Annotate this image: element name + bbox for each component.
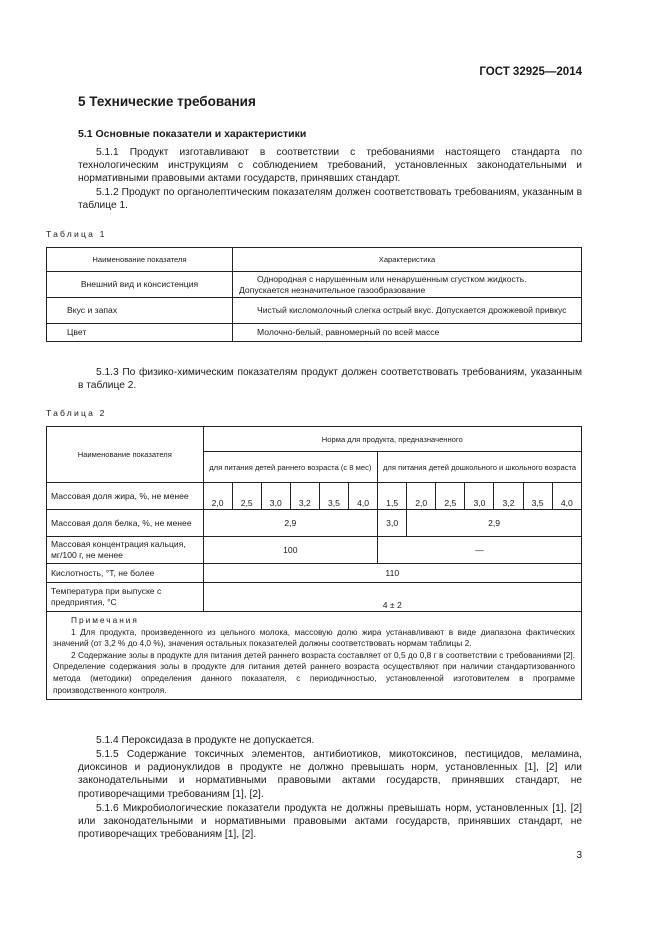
paragraph-5-1-6: 5.1.6 Микробиологические показатели продукта не должны превышать норм, установленных [1], [2] или законодательными и нормативными правовыми актами государств, принявших стандарт, не противоречащих требованиям [1], [2]. — [78, 803, 582, 841]
table-2 — [46, 426, 582, 700]
table-cell: Массовая доля белка, %, не менее — [47, 510, 204, 537]
section-title: 5 Технические требования — [78, 94, 256, 109]
table-header-cell: Наименование показателя — [47, 427, 204, 483]
table-cell: 3,5 — [523, 483, 552, 510]
table-cell: — — [378, 537, 582, 564]
subsection-title: 5.1 Основные показатели и характеристики — [78, 128, 307, 140]
table-cell: Внешний вид и консистенция — [47, 272, 233, 298]
document-standard-number: ГОСТ 32925—2014 — [479, 66, 582, 78]
table-row — [47, 583, 582, 612]
table-cell: 3,5 — [319, 483, 348, 510]
paragraph-5-1-4: 5.1.4 Пероксидаза в продукте не допускается. — [96, 735, 315, 746]
table-cell: 4,0 — [552, 483, 581, 510]
table-cell: 110 — [203, 564, 581, 583]
table-cell: 3,0 — [261, 483, 290, 510]
paragraph-5-1-2: 5.1.2 Продукт по органолептическим показателям должен соответствовать требованиям, указанным в таблице 1. — [78, 187, 582, 212]
paragraph-5-1-1: 5.1.1 Продукт изготавливают в соответствии с требованиями настоящего стандарта по технологическим инструкциям с соблюдением требований, установленных законодательными и нормативными правовыми актами государств, принявших стандарт. — [78, 147, 582, 185]
table-cell: Кислотность, °Т, не более — [47, 564, 204, 583]
table-row — [47, 564, 582, 583]
table-cell: 3,2 — [290, 483, 319, 510]
table-cell: 3,0 — [378, 510, 407, 537]
table-cell: Однородная с нарушенным или ненарушенным сгустком жидкость. Допускается незначительное газообразование — [233, 272, 582, 298]
table-cell: Вкус и запах — [47, 298, 233, 324]
table-cell: 100 — [203, 537, 378, 564]
table-header-cell: Норма для продукта, предназначенного — [203, 427, 581, 452]
table-cell: 2,0 — [407, 483, 436, 510]
table-cell: 2,5 — [436, 483, 465, 510]
table-notes-row — [47, 612, 582, 700]
paragraph-5-1-5: 5.1.5 Содержание токсичных элементов, антибиотиков, микотоксинов, пестицидов, меламина, диоксинов и радионуклидов в продукте не должно превышать норм, установленных [1], [2] или законодательными и нормативными правовыми актами государств, принявших стандарт, не противоречащими требованиям [1], [2]. — [78, 749, 582, 800]
table-cell: Температура при выпуске с предприятия, °С — [47, 583, 204, 612]
page-number: 3 — [576, 850, 582, 861]
table-row — [47, 537, 582, 564]
table-cell: 2,9 — [203, 510, 378, 537]
table-header-cell: Характеристика — [233, 248, 582, 272]
note-1: 1 Для продукта, произведенного из цельного молока, массовую долю жира устанавливают в виде диапазона фактических значений (от 3,2 % до 4,0 %), значения остальных показателей должны соответствовать нормам таблицы 2. — [53, 626, 575, 649]
table-cell: Молочно-белый, равномерный по всей массе — [233, 324, 582, 342]
table-cell: 1,5 — [378, 483, 407, 510]
table-row — [47, 483, 582, 510]
table-cell: Массовая концентрация кальция, мг/100 г, не менее — [47, 537, 204, 564]
table-1-caption: Таблица 1 — [46, 229, 107, 239]
table-row — [47, 324, 582, 342]
table-header-row — [47, 427, 582, 452]
table-1 — [46, 247, 582, 342]
table-cell: Массовая доля жира, %, не менее — [47, 483, 204, 510]
note-2: 2 Содержание золы в продукте для питания детей раннего возраста составляет от 0,5 до 0,8 г в соответствии с требованиями [2]. Определение содержания золы в продукте для питания детей раннего возраста осуществляют при наличии стандартизованного метода (методики) определения данного показателя, с периодичностью, установленной изготовителем в программе производственного контроля. — [53, 649, 575, 695]
table-header-cell: для питания детей раннего возраста (с 8 мес) — [203, 452, 378, 483]
table-2-caption: Таблица 2 — [46, 408, 107, 418]
table-cell: 4,0 — [349, 483, 378, 510]
table-notes — [47, 612, 582, 700]
table-cell: 3,2 — [494, 483, 523, 510]
paragraph-5-1-3: 5.1.3 По физико-химическим показателям продукт должен соответствовать требованиям, указанным в таблице 2. — [78, 367, 582, 392]
table-row — [47, 272, 582, 298]
table-cell: 2,9 — [407, 510, 582, 537]
table-header-cell: Наименование показателя — [47, 248, 233, 272]
table-cell: 2,0 — [203, 483, 232, 510]
table-row — [47, 298, 582, 324]
table-header-cell: для питания детей дошкольного и школьного возраста — [378, 452, 582, 483]
notes-caption: Примечания — [71, 615, 139, 625]
table-cell: 4 ± 2 — [203, 583, 581, 612]
table-cell: 2,5 — [232, 483, 261, 510]
table-cell: 3,0 — [465, 483, 494, 510]
table-row — [47, 510, 582, 537]
table-cell: Цвет — [47, 324, 233, 342]
table-cell: Чистый кисломолочный слегка острый вкус. Допускается дрожжевой привкус — [233, 298, 582, 324]
table-header-row — [47, 248, 582, 272]
